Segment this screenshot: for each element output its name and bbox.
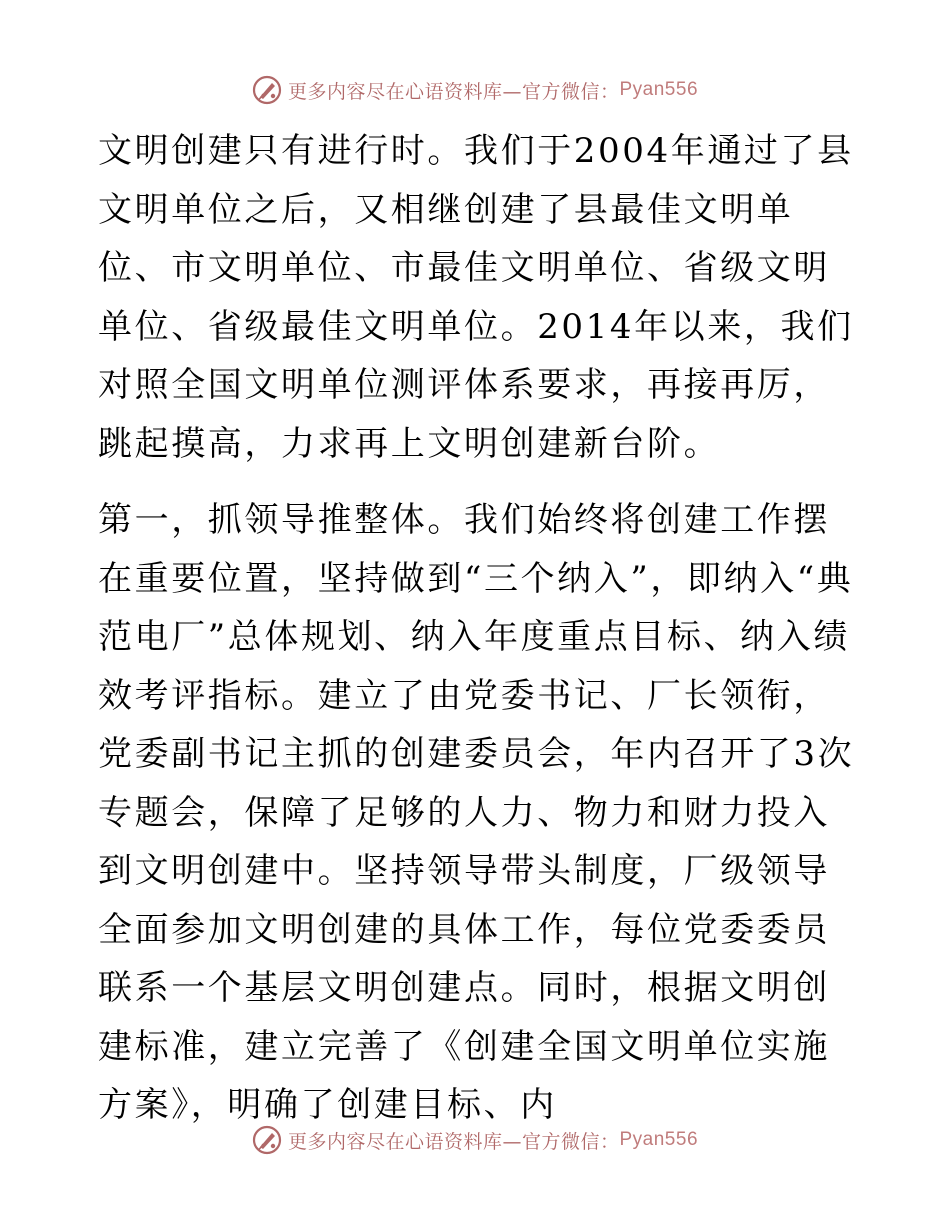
watermark-text: 更多内容尽在心语资料库—官方微信： (287, 80, 620, 103)
document-body (98, 122, 858, 1135)
watermark-id: Pyan556 (619, 1129, 699, 1150)
watermark-id: Pyan556 (619, 79, 699, 100)
quill-ink-logo-icon (252, 75, 282, 105)
header-watermark (0, 72, 950, 108)
quill-ink-logo-icon (252, 1125, 282, 1155)
paragraph-2: 第一，抓领导推整体。我们始终将创建工作摆在重要位置，坚持做到“三个纳入”，即纳入“典范电厂”总体规划、纳入年度重点目标、纳入绩效考评指标。建立了由党委书记、厂长领衔，党委副书记主抓的创建委员会，年内召开了3次专题会，保障了足够的人力、物力和财力投入到文明创建中。坚持领导带头制度，厂级领导全面参加文明创建的具体工作，每位党委委员联系一个基层文明创建点。同时，根据文明创建标准，建立完善了《创建全国文明单位实施方案》，明确了创建目标、内 (98, 500, 855, 1125)
watermark-text: 更多内容尽在心语资料库—官方微信： (287, 1130, 620, 1153)
paragraph-1: 文明创建只有进行时。我们于2004年通过了县文明单位之后，又相继创建了县最佳文明单位、市文明单位、市最佳文明单位、省级文明单位、省级最佳文明单位。2014年以来，我们对照全国文明单位测评体系要求，再接再厉，跳起摸高，力求再上文明创建新台阶。 (98, 131, 854, 464)
footer-watermark (0, 1122, 950, 1158)
